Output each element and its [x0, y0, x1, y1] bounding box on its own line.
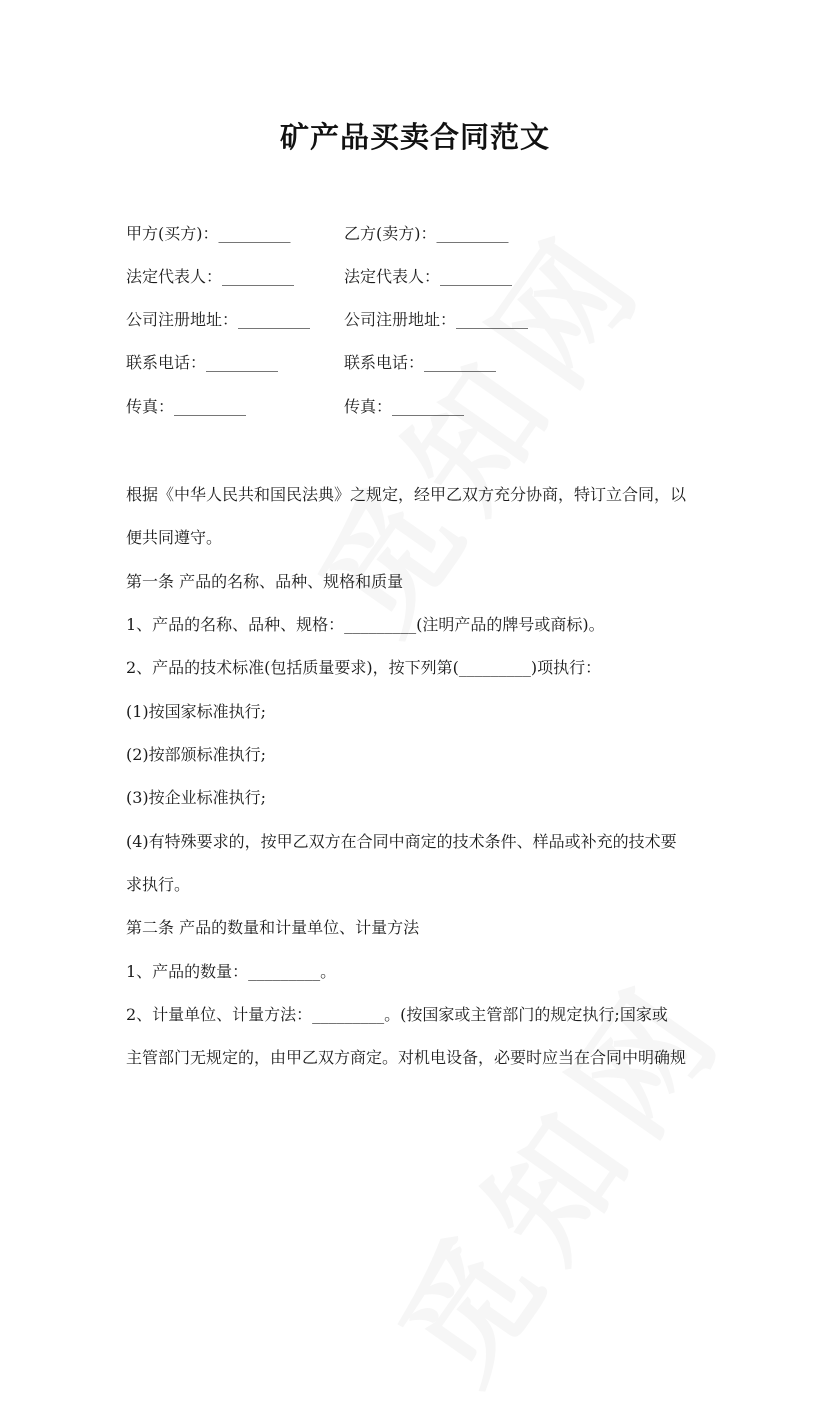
document-title: 矿产品买卖合同范文 — [279, 120, 550, 154]
buyer-legal-representative: 法定代表人：_________ — [126, 267, 295, 286]
standard-option-3: (3)按企业标准执行; — [126, 788, 267, 807]
article-1-item-2: 2、产品的技术标准(包括质量要求)，按下列第(_________)项执行： — [126, 658, 602, 677]
article-2-heading: 第二条 产品的数量和计量单位、计量方法 — [126, 918, 420, 937]
preamble-line-1: 根据《中华人民共和国民法典》之规定，经甲乙双方充分协商，特订立合同，以 — [126, 485, 687, 504]
seller-phone: 联系电话：_________ — [344, 353, 497, 372]
standard-option-2: (2)按部颁标准执行; — [126, 745, 267, 764]
standard-option-1: (1)按国家标准执行; — [126, 702, 267, 721]
article-2-item-1: 1、产品的数量：_________。 — [126, 962, 337, 981]
standard-option-4-line-1: (4)有特殊要求的，按甲乙双方在合同中商定的技术条件、样品或补充的技术要 — [126, 832, 677, 851]
article-1-item-1: 1、产品的名称、品种、规格：_________(注明产品的牌号或商标)。 — [126, 615, 605, 634]
buyer-fax: 传真：_________ — [126, 397, 247, 416]
preamble-line-2: 便共同遵守。 — [126, 528, 223, 547]
article-2-item-2-line-1: 2、计量单位、计量方法：_________。(按国家或主管部门的规定执行;国家或 — [126, 1005, 668, 1024]
seller-fax: 传真：_________ — [344, 397, 465, 416]
seller-legal-representative: 法定代表人：_________ — [344, 267, 513, 286]
standard-option-4-line-2: 求执行。 — [126, 875, 191, 894]
article-2-item-2-line-2: 主管部门无规定的，由甲乙双方商定。对机电设备，必要时应当在合同中明确规 — [126, 1048, 687, 1067]
buyer-phone: 联系电话：_________ — [126, 353, 279, 372]
buyer-registered-address: 公司注册地址：_________ — [126, 310, 311, 329]
buyer-party: 甲方(买方)：_________ — [126, 224, 291, 243]
seller-registered-address: 公司注册地址：_________ — [344, 310, 529, 329]
seller-party: 乙方(卖方)：_________ — [344, 224, 509, 243]
article-1-heading: 第一条 产品的名称、品种、规格和质量 — [126, 572, 404, 591]
